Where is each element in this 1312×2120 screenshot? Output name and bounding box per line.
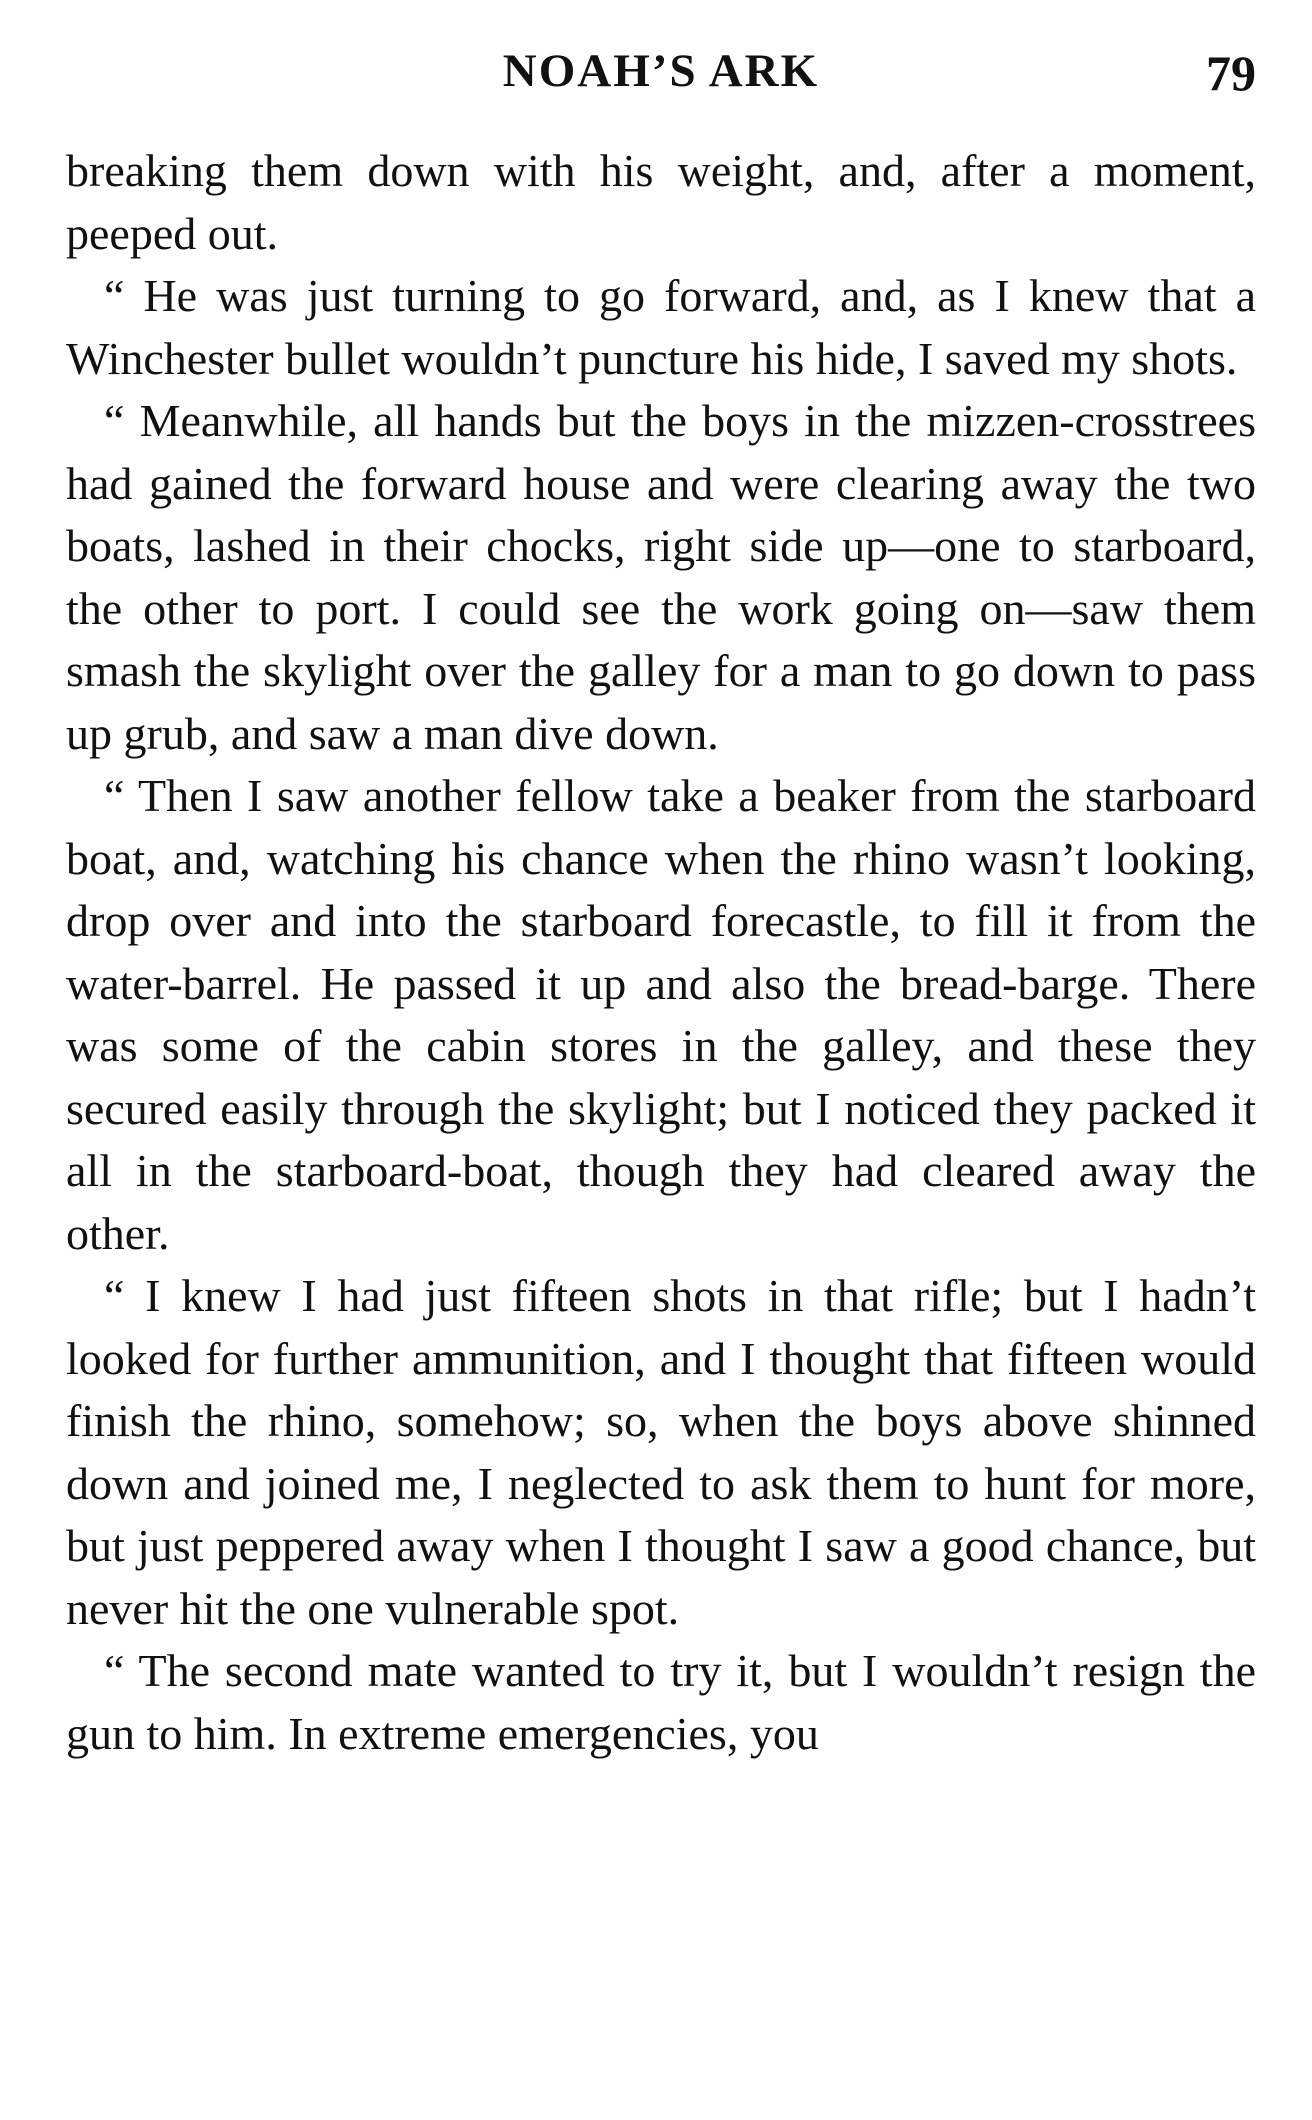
body-text [66, 140, 1256, 1765]
paragraph: “ I knew I had just fifteen shots in that rifle; but I hadn’t looked for further ammunition, and I thought that fifteen would finish the rhino, somehow; so, when the boys above shinned down and joined me, I neglected to ask them to hunt for more, but just peppered away when I thought I saw a good chance, but never hit the one vulnerable spot. [66, 1270, 1256, 1634]
chapter-title: NOAH’S ARK [502, 45, 820, 97]
paragraph: “ The second mate wanted to try it, but I wouldn’t resign the gun to him. In extreme emergencies, you [66, 1645, 1256, 1759]
paragraph: “ He was just turning to go forward, and, as I knew that a Winchester bullet wouldn’t puncture his hide, I saved my shots. [66, 270, 1256, 384]
paragraph-continued: breaking them down with his weight, and, after a moment, peeped out. [66, 145, 1256, 259]
page-number: 79 [1206, 45, 1256, 101]
paragraph: “ Meanwhile, all hands but the boys in the mizzen-crosstrees had gained the forward house and were clearing away the two boats, lashed in their chocks, right side up—one to starboard, the other to port. I could see the work going on—saw them smash the skylight over the galley for a man to go down to pass up grub, and saw a man dive down. [66, 395, 1256, 759]
running-head [66, 44, 1256, 104]
paragraph: “ Then I saw another fellow take a beaker from the starboard boat, and, watching his chance when the rhino wasn’t looking, drop over and into the starboard forecastle, to fill it from the water-barrel. He passed it up and also the bread-barge. There was some of the cabin stores in the galley, and these they secured easily through the skylight; but I noticed they packed it all in the starboard-boat, though they had cleared away the other. [66, 770, 1256, 1259]
